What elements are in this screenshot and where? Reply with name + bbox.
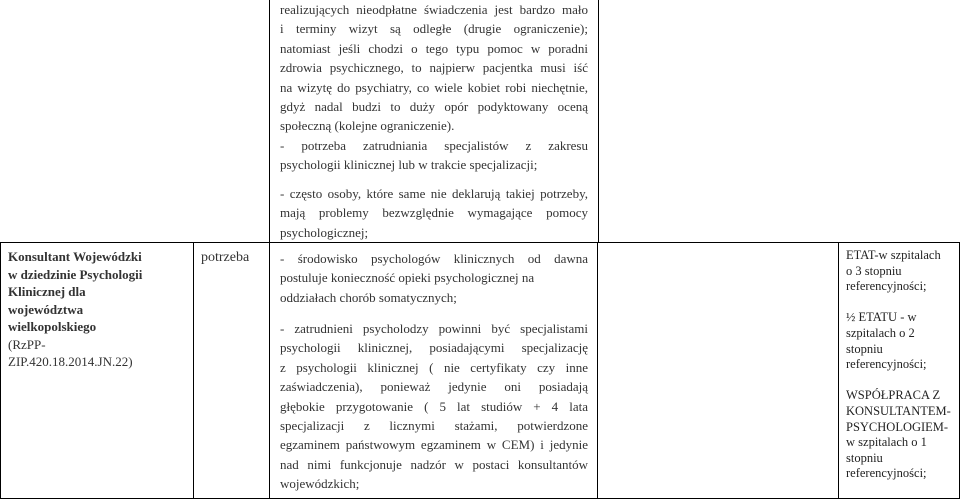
desc-p2-line: nad nimi funkcjonuje nadzór w postaci konsultantów	[280, 456, 588, 472]
consultant-code-line: ZIP.420.18.2014.JN.22)	[8, 354, 133, 369]
table-border-col5-left	[838, 242, 839, 499]
desc-p2-line: wojewódzkich;	[280, 476, 360, 492]
staffing-line: o 3 stopniu	[846, 263, 902, 278]
top-cell-text-2	[280, 136, 588, 175]
staffing-line: w szpitalach o 1	[846, 435, 927, 450]
top-p3-line: mają problemy bezwzględnie wymagające pomocy	[280, 205, 588, 221]
table-border-col4-left	[597, 242, 598, 499]
top-cell-text-3	[280, 184, 588, 242]
staffing-line: ETAT-w szpitalach	[846, 248, 941, 262]
desc-p2-line: specjalizacji z licznymi stażami, potwierdzone	[280, 418, 588, 434]
top-cell-text	[280, 0, 588, 136]
desc-p2-line: zaświadczenia), ponieważ jedynie oni posiadają	[280, 379, 588, 395]
description-cell-2	[280, 319, 588, 494]
staffing-line: stopniu	[846, 450, 883, 465]
consultant-name-line: województwa	[8, 301, 84, 317]
desc-p2-line: głębokie przygotowanie ( 5 lat studiów + 4 lata	[280, 398, 588, 414]
top-p1-line: społeczną (kolejne ograniczenie).	[280, 118, 455, 134]
table-border-left-top	[269, 0, 270, 499]
need-label: potrzeba	[201, 250, 250, 265]
consultant-code-line: (RzPP-	[8, 336, 46, 352]
consultant-cell	[8, 248, 190, 371]
staffing-spacer	[846, 295, 958, 311]
top-p1-line: i terminy wizyt są odległe (drugie ograniczenie);	[280, 21, 588, 37]
desc-p2-line: - zatrudnieni psycholodzy powinni być specjalistami	[280, 321, 588, 336]
top-p2-line: - potrzeba zatrudniania specjalistów z zakresu	[280, 138, 588, 153]
desc-p1-line: oddziałach chorób somatycznych;	[280, 289, 457, 305]
staffing-line: PSYCHOLOGIEM-	[846, 419, 949, 434]
desc-p2-line: z psychologii klinicznej ( nie certyfikaty czy inne	[280, 359, 588, 375]
consultant-name-line: wielkopolskiego	[8, 319, 97, 334]
top-p1-line: gdyż nadal budzi to duży opór podyktowany oceną	[280, 99, 588, 115]
staffing-line: referencyjności;	[846, 466, 927, 481]
staffing-spacer	[846, 373, 958, 389]
desc-p1-line: - środowisko psychologów klinicznych od dawna	[280, 251, 588, 266]
top-p1-line: natomiast jeśli chodzi o tego typu pomoc w poradni	[280, 40, 588, 56]
top-p1-line: zdrowia psychicznego, to najpierw pacjentka musi iść	[280, 60, 588, 76]
staffing-line: referencyjności;	[846, 279, 927, 294]
top-p3-line: psychologicznej;	[280, 224, 369, 240]
staffing-line: ½ ETATU - w	[846, 310, 917, 325]
top-p1-line: realizujących nieodpłatne świadczenia jest bardzo mało	[280, 2, 588, 17]
table-border-right-top	[598, 0, 599, 242]
desc-p1-line: postuluje konieczność opieki psychologicznej na	[280, 270, 535, 286]
description-cell	[280, 249, 588, 307]
table-border-col1-left	[0, 242, 1, 499]
staffing-line: referencyjności;	[846, 357, 927, 372]
desc-p2-line: egzaminem państwowym egzaminem w CEM) i jedynie	[280, 437, 588, 453]
desc-p2-line: psychologii klinicznej, posiadającymi specjalizację	[280, 340, 588, 356]
staffing-line: WSPÓŁPRACA Z	[846, 388, 941, 403]
table-border-col2-left	[193, 242, 194, 499]
top-p2-line: psychologii klinicznej lub w trakcie specjalizacji;	[280, 157, 538, 173]
top-p1-line: na wizytę do psychiatry, co wiele kobiet robi niechętnie,	[280, 79, 588, 95]
consultant-name-line: Klinicznej dla	[8, 284, 86, 299]
staffing-line: szpitalach o 2	[846, 325, 915, 340]
staffing-line: KONSULTANTEM-	[846, 403, 951, 418]
staffing-line: stopniu	[846, 341, 883, 356]
consultant-name-line: Konsultant Wojewódzki	[8, 249, 142, 264]
top-p3-line: - często osoby, które same nie deklarują takiej potrzeby,	[280, 186, 588, 201]
staffing-cell	[846, 248, 958, 482]
consultant-name-line: w dziedzinie Psychologii	[8, 266, 143, 282]
